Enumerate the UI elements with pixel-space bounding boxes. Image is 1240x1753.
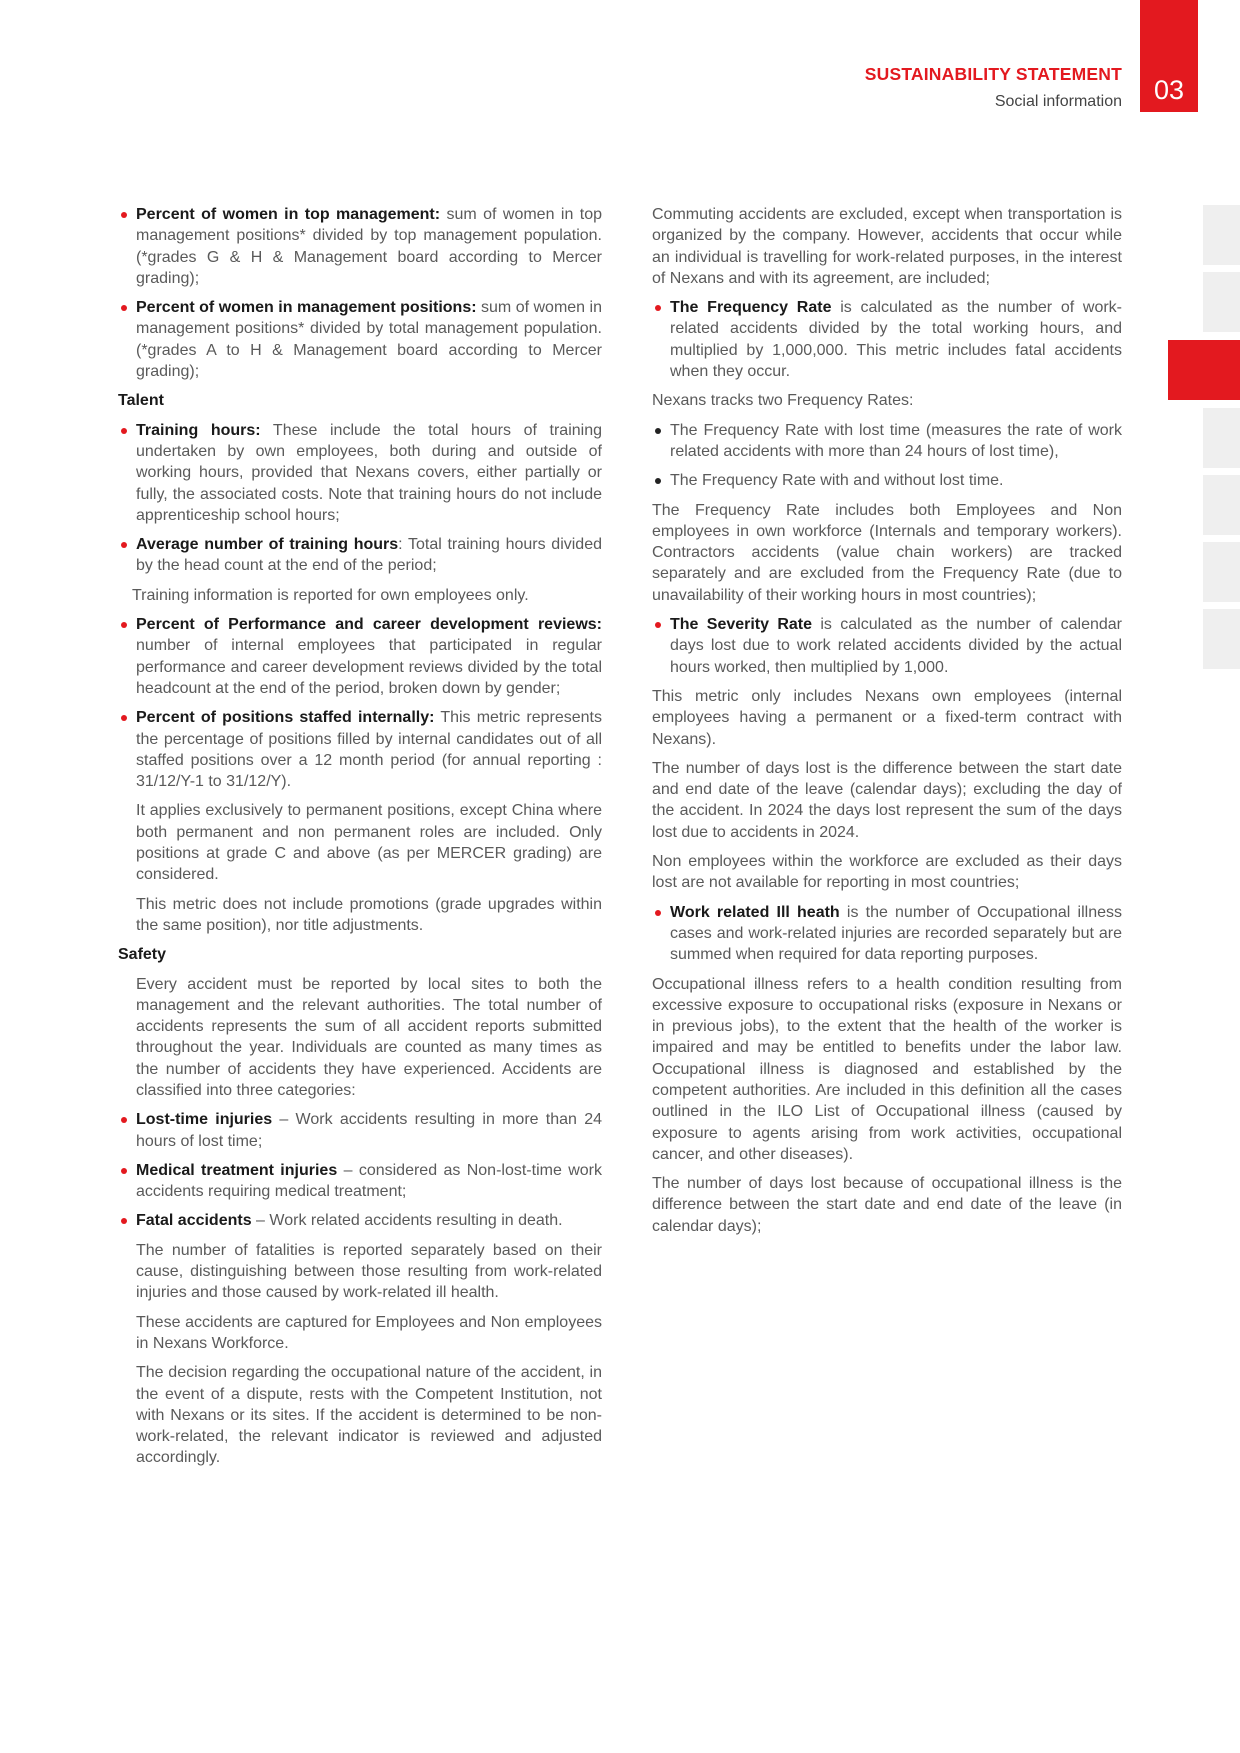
para-severity-scope: This metric only includes Nexans own employees (internal employees having a permanent or a fixed-term contract with Nexans). [652,687,1122,748]
section-subtitle: Social information [994,93,1122,110]
def-severity: is calculated as the number of calendar days lost due to work related accidents divided by the actual hours worked, then multiplied by 1,000. [670,616,1123,676]
def-fatal: – Work related accidents resulting in death. [251,1212,563,1230]
term-fatal: Fatal accidents [136,1212,252,1230]
term-medical: Medical treatment injuries [136,1161,338,1179]
side-tab-5[interactable] [1203,475,1240,535]
bullet-lost-time [118,1109,602,1152]
para-accidents-captured: These accidents are captured for Employees and Non employees in Nexans Workforce. [136,1313,602,1352]
term-staffed: Percent of positions staffed internally: [136,709,435,727]
para-safety-intro: Every accident must be reported by local sites to both the management and the relevant authorities. The total number of accidents represents the sum of all accident reports submitted throughout the year. Individuals are counted as many times as the number of accidents they have experienced. Accidents are classified into three categories: [136,975,602,1099]
bullet-training-hours [118,420,602,526]
def-lost-time: – Work accidents resulting in more than 24 hours of lost time; [136,1111,602,1150]
bullet-fatal-accidents [118,1210,602,1231]
para-staffed-scope: It applies exclusively to permanent positions, except China where both permanent and non permanent roles are included. Only positions at grade C and above (as per MERCER grading) are considered. [136,802,602,884]
chapter-number-tab[interactable]: 03 [1140,0,1198,112]
para-illness-days-lost: The number of days lost because of occupational illness is the difference between the start date and end date of the leave (in calendar days); [652,1175,1122,1235]
para-frequency-tracks: Nexans tracks two Frequency Rates: [652,392,914,410]
side-tab-4[interactable] [1203,408,1240,468]
term-women-top: Percent of women in top management: [136,206,441,223]
para-training-info: Training information is reported for own employees only. [132,586,529,604]
para-fatalities-reporting: The number of fatalities is reported separately based on their cause, distinguishing between those resulting from work-related injuries and those caused by work-related ill health. [136,1241,602,1302]
term-training: Training hours: [136,421,261,439]
def-women-mgmt: sum of women in management positions* divided by total management population. (*grades A to H & Management board according to Mercer grading); [136,299,602,381]
right-column [652,204,1122,1245]
def-medical: – considered as Non-lost-time work accidents requiring medical treatment; [136,1161,602,1201]
para-commuting: Commuting accidents are excluded, except when transportation is organized by the company. However, accidents that occur while an individual is travelling for work-related purposes, in the interest of Nexans and with its agreement, are included; [652,206,1122,287]
bullet-severity-rate [652,614,1122,678]
bullet-performance-reviews [118,614,602,699]
def-women-top: sum of women in top management positions* divided by top management population. (*grades G & H & Management board according to Mercer grading); [136,206,602,287]
sub-bullet-frequency-all: The Frequency Rate with and without lost time. [652,470,1122,491]
term-women-mgmt: Percent of women in management positions: [136,299,477,317]
side-tab-3-active[interactable] [1168,340,1240,400]
term-lost-time: Lost-time injuries [136,1111,273,1129]
heading-safety: Safety [118,946,167,964]
side-tab-2[interactable] [1203,272,1240,332]
para-occupational-illness: Occupational illness refers to a health condition resulting from excessive exposure to occupational risks (exposure in Nexans or in previous jobs), to the extent that the health of the worker is impaired and may be entitled to benefits under the labor law. Occupational illness is diagnosed and established by the competent authorities. Are included in this definition all the cases outlined in the ILO List of Occupational illness (caused by exposure to agents arising from work activities, occupational cancer, and other diseases). [652,975,1122,1163]
def-avg-training: : Total training hours divided by the head count at the end of the period; [136,536,602,575]
bullet-ill-health [652,902,1122,966]
bullet-frequency-rate [652,297,1122,382]
term-severity: The Severity Rate [670,616,813,634]
para-staffed-exclusions: This metric does not include promotions (grade upgrades within the same position), nor title adjustments. [136,895,602,934]
side-tab-7[interactable] [1203,609,1240,669]
para-non-employees: Non employees within the workforce are excluded as their days lost are not available for reporting in most countries; [652,853,1122,892]
def-training: These include the total hours of training undertaken by own employees, both during and outside of working hours, provided that Nexans covers, either partially or fully, the associated costs. Note that training hours do not include apprenticeship school hours; [136,421,603,524]
left-column [118,204,602,1477]
bullet-women-top-management [118,204,602,289]
para-occupational-decision: The decision regarding the occupational nature of the accident, in the event of a dispute, rests with the Competent Institution, not with Nexans or its sites. If the accident is determined to be non-work-related, the relevant indicator is reviewed and adjusted accordingly. [136,1364,602,1467]
sub-bullet-frequency-lost-time: The Frequency Rate with lost time (measures the rate of work related accidents with more than 24 hours of lost time), [652,420,1122,463]
side-tab-6[interactable] [1203,542,1240,602]
side-tab-1[interactable] [1203,205,1240,265]
bullet-medical-treatment [118,1160,602,1203]
def-performance: number of internal employees that participated in regular performance and career development reviews divided by the total headcount at the end of the period, broken down by gender; [136,637,602,697]
bullet-women-management [118,297,602,382]
def-staffed: This metric represents the percentage of positions filled by internal candidates out of all staffed positions over a 12 month period (for annual reporting : 31/12/Y-1 to 31/12/Y). [136,709,603,791]
term-frequency: The Frequency Rate [670,299,832,317]
section-title: SUSTAINABILITY STATEMENT [864,64,1122,84]
heading-talent: Talent [118,392,164,410]
def-ill-health: is the number of Occupational illness cases and work-related injuries are recorded separately but are summed when required for data reporting purposes. [670,903,1122,964]
term-avg-training: Average number of training hours [136,536,399,554]
bullet-staffed-internally [118,707,602,792]
term-ill-health: Work related Ill heath [670,903,840,921]
para-frequency-scope: The Frequency Rate includes both Employees and Non employees in own workforce (Internals and temporary workers). Contractors accidents (value chain workers) are tracked separately and are excluded from the Frequency Rate (due to unavailability of their working hours in most countries); [652,501,1122,604]
bullet-average-training [118,534,602,577]
term-performance: Percent of Performance and career development reviews: [136,616,602,634]
def-frequency: is calculated as the number of work-related accidents divided by the total working hours, and multiplied by 1,000,000. This metric includes fatal accidents when they occur. [670,299,1123,381]
para-days-lost: The number of days lost is the difference between the start date and end date of the leave (calendar days); excluding the day of the accident. In 2024 the days lost represent the sum of the days lost due to accidents in 2024. [652,759,1122,841]
